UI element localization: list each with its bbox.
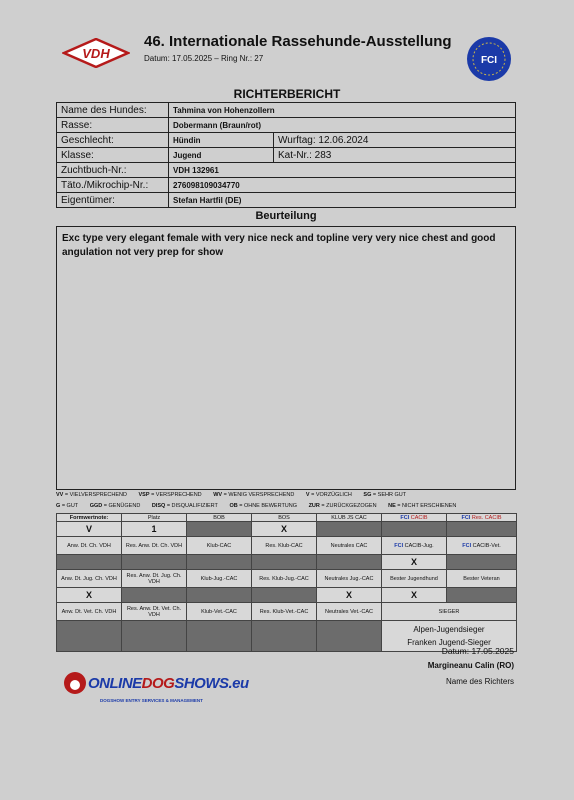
bester-veteran-label: Bester Veteran xyxy=(447,570,517,588)
cacib-jug-label: FCI CACIB-Jug. xyxy=(382,537,447,555)
sieger-title: Alpen-Jugendsieger xyxy=(413,625,485,634)
res-anw-dt-jug-label: Res. Anw. Dt. Jug. Ch. VDH xyxy=(122,570,187,588)
legend-item: OB = OHNE BEWERTUNG xyxy=(229,503,298,509)
assessment-text: Exc type very elegant female with very nice neck and topline very very nice chest and good angulation not very prep for show xyxy=(62,233,496,258)
legend-item: VV = VIELVERSPRECHEND xyxy=(56,492,127,498)
legend-item: DISQ = DISQUALIFIZIERT xyxy=(151,503,218,509)
owner-value: Stefan Hartfil (DE) xyxy=(169,193,516,208)
cacib-jug-value: X xyxy=(382,555,447,570)
res-anw-dt-ch-label: Res. Anw. Dt. Ch. VDH xyxy=(122,537,187,555)
res-anw-dt-vet-label: Res. Anw. Dt. Vet. Ch. VDH xyxy=(122,603,187,621)
vdh-logo xyxy=(62,38,130,68)
date-of-birth: Wurftag: 12.06.2024 xyxy=(274,133,516,148)
chip-value: 276098109034770 xyxy=(169,178,516,193)
formwert-value: V xyxy=(57,522,122,537)
platz-value: 1 xyxy=(122,522,187,537)
header-platz: Platz xyxy=(122,514,187,522)
chip-label: Täto./Mikrochip-Nr.: xyxy=(57,178,169,193)
klub-cac-label: Klub-CAC xyxy=(187,537,252,555)
res-anw-dt-vet-cell xyxy=(122,621,187,652)
legend-item: ZUR = ZURÜCKGEZOGEN xyxy=(308,503,377,509)
res-klub-cac-cell xyxy=(252,555,317,570)
judge-label: Name des Richters xyxy=(445,677,514,686)
anw-dt-vet-cell xyxy=(57,621,122,652)
anw-dt-ch-label: Anw. Dt. Ch. VDH xyxy=(57,537,122,555)
res-anw-dt-jug-cell xyxy=(122,588,187,603)
ods-wordmark: ONLINEDOGSHOWS.eu xyxy=(88,675,249,692)
bob-cell xyxy=(187,522,252,537)
owner-label: Eigentümer: xyxy=(57,193,169,208)
bos-value: X xyxy=(252,522,317,537)
assessment-title: Beurteilung xyxy=(255,210,317,222)
awards-grid xyxy=(56,513,517,652)
ods-tagline: DOGSHOW ENTRY SERVICES & MANAGEMENT xyxy=(100,698,203,703)
sex-label: Geschlecht: xyxy=(57,133,169,148)
show-subtitle: Datum: 17.05.2025 – Ring Nr.: 27 xyxy=(144,54,264,63)
klub-vet-cac-label: Klub-Vet.-CAC xyxy=(187,603,252,621)
neutrales-jug-cac-value: X xyxy=(317,588,382,603)
legend-item: GGD = GENÜGEND xyxy=(89,503,141,509)
res-klub-cac-label: Res. Klub-CAC xyxy=(252,537,317,555)
report-title: RICHTERBERICHT xyxy=(233,87,341,101)
fci-logo xyxy=(466,36,512,82)
bester-veteran-cell xyxy=(447,588,517,603)
legend-line-2 xyxy=(56,503,466,509)
legend-item: G = GUT xyxy=(56,503,79,509)
assessment-box xyxy=(56,226,516,490)
res-klub-vet-cac-label: Res. Klub-Vet.-CAC xyxy=(252,603,317,621)
neutrales-cac-cell xyxy=(317,555,382,570)
res-klub-vet-cac-cell xyxy=(252,621,317,652)
bester-jugendhund-value: X xyxy=(382,588,447,603)
bester-jugendhund-label: Bester Jugendhund xyxy=(382,570,447,588)
dog-info-table xyxy=(56,102,516,208)
res-klub-jug-cac-cell xyxy=(252,588,317,603)
class-value: Jugend xyxy=(169,148,274,163)
paw-icon xyxy=(64,672,86,694)
name-label: Name des Hundes: xyxy=(57,103,169,118)
header-res-cacib: FCI Res. CACIB xyxy=(447,514,517,522)
report-date: Datum: 17.05.2025 xyxy=(441,646,514,656)
breed-value: Dobermann (Braun/rot) xyxy=(169,118,516,133)
legend-item: V = VORZÜGLICH xyxy=(305,492,352,498)
name-value: Tahmina von Hohenzollern xyxy=(169,103,516,118)
res-klub-jug-cac-label: Res. Klub-Jug.-CAC xyxy=(252,570,317,588)
legend-line-1 xyxy=(56,492,416,498)
catalog-number: Kat-Nr.: 283 xyxy=(274,148,516,163)
neutrales-jug-cac-label: Neutrales Jug.-CAC xyxy=(317,570,382,588)
legend-item: WV = WENIG VERSPRECHEND xyxy=(213,492,295,498)
neutrales-cac-label: Neutrales CAC xyxy=(317,537,382,555)
anw-dt-jug-label: Anw. Dt. Jug. Ch. VDH xyxy=(57,570,122,588)
onlinedogshows-logo xyxy=(64,670,249,710)
fci-logo-text: FCI xyxy=(480,55,498,66)
cacib-vet-label: FCI CACIB-Vet. xyxy=(447,537,517,555)
klub-cell xyxy=(317,522,382,537)
anw-dt-jug-value: X xyxy=(57,588,122,603)
header-bos: BOS xyxy=(252,514,317,522)
anw-dt-vet-label: Anw. Dt. Vet. Ch. VDH xyxy=(57,603,122,621)
class-label: Klasse: xyxy=(57,148,169,163)
neutrales-vet-cac-cell xyxy=(317,621,382,652)
studbook-label: Zuchtbuch-Nr.: xyxy=(57,163,169,178)
sieger-label: SIEGER xyxy=(382,603,517,621)
res-anw-dt-ch-cell xyxy=(122,555,187,570)
klub-jug-cac-label: Klub-Jug.-CAC xyxy=(187,570,252,588)
header-bob: BOB xyxy=(187,514,252,522)
legend-item: VSP = VERSPRECHEND xyxy=(138,492,202,498)
show-title: 46. Internationale Rassehunde-Ausstellung xyxy=(144,33,452,50)
cacib-vet-cell xyxy=(447,555,517,570)
header-cacib: FCI CACIB xyxy=(382,514,447,522)
klub-vet-cac-cell xyxy=(187,621,252,652)
res-cacib-cell xyxy=(447,522,517,537)
legend-item: SG = SEHR GUT xyxy=(363,492,407,498)
klub-jug-cac-cell xyxy=(187,588,252,603)
header-klub-js-cac: KLUB JS CAC xyxy=(317,514,382,522)
sex-value: Hündin xyxy=(169,133,274,148)
klub-cac-cell xyxy=(187,555,252,570)
breed-label: Rasse: xyxy=(57,118,169,133)
header-formwertnote: Formwertnote: xyxy=(57,514,122,522)
sieger-title: Franken Jugend-Sieger xyxy=(407,638,491,647)
anw-dt-ch-cell xyxy=(57,555,122,570)
judge-name: Margineanu Calin (RO) xyxy=(427,661,514,670)
neutrales-vet-cac-label: Neutrales Vet.-CAC xyxy=(317,603,382,621)
vdh-logo-text: VDH xyxy=(82,46,110,61)
cacib-cell xyxy=(382,522,447,537)
legend-item: NE = NICHT ERSCHIENEN xyxy=(388,503,457,509)
studbook-value: VDH 132961 xyxy=(169,163,516,178)
